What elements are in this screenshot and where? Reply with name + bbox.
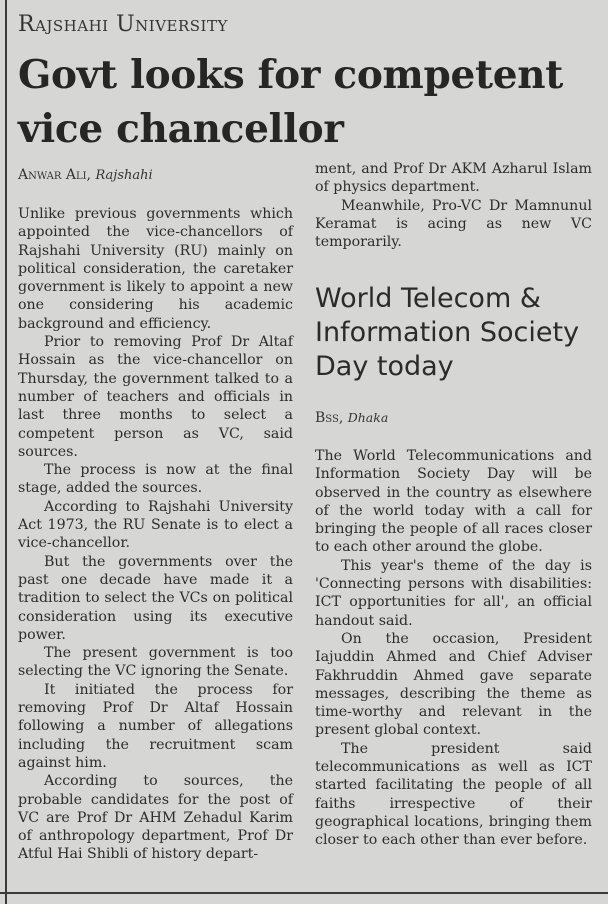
paragraph: The World Telecommunications and Information Society Day will be observed in the country as elsewhere of the world today with a call for bringing the people of all races closer to each other around the globe. [315,448,592,556]
main-headline: Govt looks for competent vice chancellor [18,52,563,152]
left-column-rule [5,0,7,904]
paragraph: The present government is too selecting the VC ignoring the Senate. [18,645,293,680]
paragraph: The president said telecommunications as well as ICT started facilitating the people of all faiths irrespective of their geographical locations, bringing them closer to each other than ever before. [315,740,592,849]
article-body-continued [315,160,592,251]
second-byline: Bss, Dhaka [315,410,389,426]
paragraph: It initiated the process for removing Prof Dr Altaf Hossain following a number of allegations including the recruitment scam against him. [18,681,293,771]
paragraph: Meanwhile, Pro-VC Dr Mamnunul Keramat is acing as new VC temporarily. [315,197,592,251]
second-headline: World Telecom & Information Society Day today [315,283,580,382]
second-article-body [315,447,592,850]
paragraph: According to sources, the probable candidates for the post of VC are Prof Dr AHM Zehadul Karim of anthropology department, Prof Dr Atful Hai Shibli of history depart- [18,773,293,863]
paragraph: The process is now at the final stage, added the sources. [18,462,293,497]
paragraph: ment, and Prof Dr AKM Azharul Islam of physics department. [315,161,592,196]
bottom-rule [0,892,608,894]
byline-author: Anwar Ali [18,167,87,183]
paragraph: This year's theme of the day is 'Connecting persons with disabilities: ICT opportunities for all', an official handout said. [315,557,592,629]
byline-agency: Bss [315,410,339,426]
byline-place: Dhaka [347,410,389,425]
paragraph: According to Rajshahi University Act 1973, the RU Senate is to elect a vice-chancellor. [18,498,293,552]
paragraph: But the governments over the past one decade have made it a tradition to select the VCs on political consideration using its executive power. [18,553,293,643]
section-kicker: Rajshahi University [18,12,228,37]
paragraph: On the occasion, President Iajuddin Ahmed and Chief Adviser Fakhruddin Ahmed gave separate messages, describing the theme as time-worthy and relevant in the present global context. [315,630,592,739]
paragraph: Unlike previous governments which appointed the vice-chancellors of Rajshahi University (RU) mainly on political consideration, the caretaker government is likely to appoint a new one considering his academic background and efficiency. [18,206,293,332]
byline-place: Rajshahi [95,168,153,183]
article-body-left [18,205,293,864]
paragraph: Prior to removing Prof Dr Altaf Hossain as the vice-chancellor on Thursday, the government talked to a number of teachers and officials in last three months to select a competent person as VC, said sources. [18,334,293,460]
byline: Anwar Ali, Rajshahi [18,167,153,183]
